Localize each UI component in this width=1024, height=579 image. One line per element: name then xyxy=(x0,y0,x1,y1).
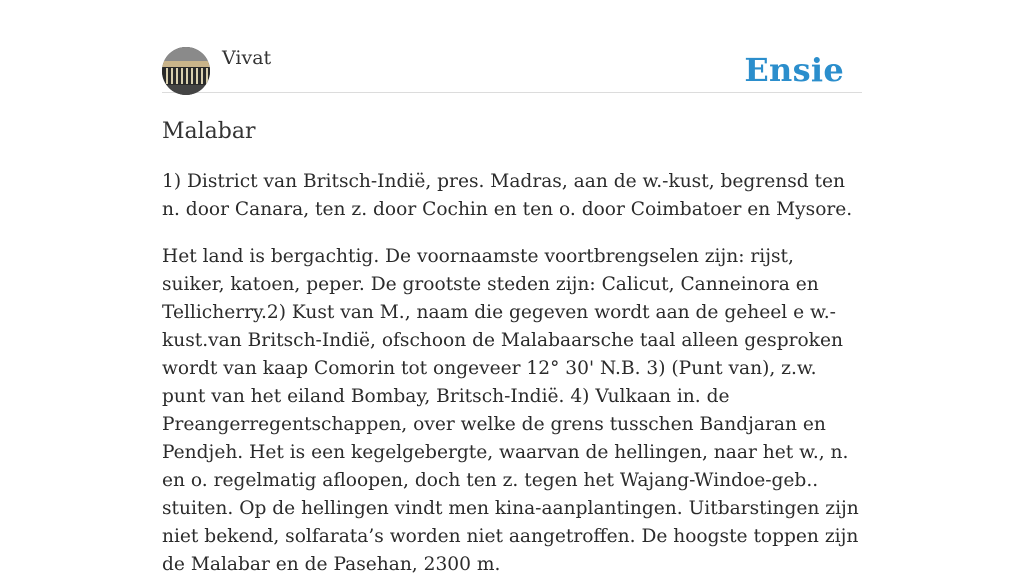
author-avatar[interactable] xyxy=(162,47,210,95)
site-logo[interactable]: Ensie xyxy=(744,51,844,89)
header xyxy=(162,0,862,93)
article-title: Malabar xyxy=(162,119,256,144)
bookshelf-icon xyxy=(162,47,210,95)
page xyxy=(162,0,862,579)
article-paragraph-1: 1) District van Britsch-Indië, pres. Madras, aan de w.-kust, begrensd ten n. door Canara, ten z. door Cochin en ten o. door Coimbatoer en Mysore. xyxy=(162,171,853,220)
article-paragraph-2: Het land is bergachtig. De voornaamste voortbrengselen zijn: rijst, suiker, katoen, peper. De grootste steden zijn: Calicut, Canneinora en Tellicherry.2) Kust van M., naam die gegeven wordt aan de geheel e w.-kust.van Britsch-Indië, ofschoon de Malabaarsche taal alleen gesproken wordt van kaap Comorin tot ongeveer 12° 30' N.B. 3) (Punt van), z.w. punt van het eiland Bombay, Britsch-Indië. 4) Vulkaan in. de Preangerregentschappen, over welke de grens tusschen Bandjaran en Pendjeh. Het is een kegelgebergte, waarvan de hellingen, naar het w., n. en o. regelmatig afloopen, doch ten z. tegen het Wajang-Windoe-geb.. stuiten. Op de hellingen vindt men kina-aanplantingen. Uitbarstingen zijn niet bekend, solfarata’s worden niet aangetroffen. De hoogste toppen zijn de Malabar en de Pasehan, 2300 m. xyxy=(162,246,859,575)
author-name[interactable]: Vivat xyxy=(222,47,272,69)
